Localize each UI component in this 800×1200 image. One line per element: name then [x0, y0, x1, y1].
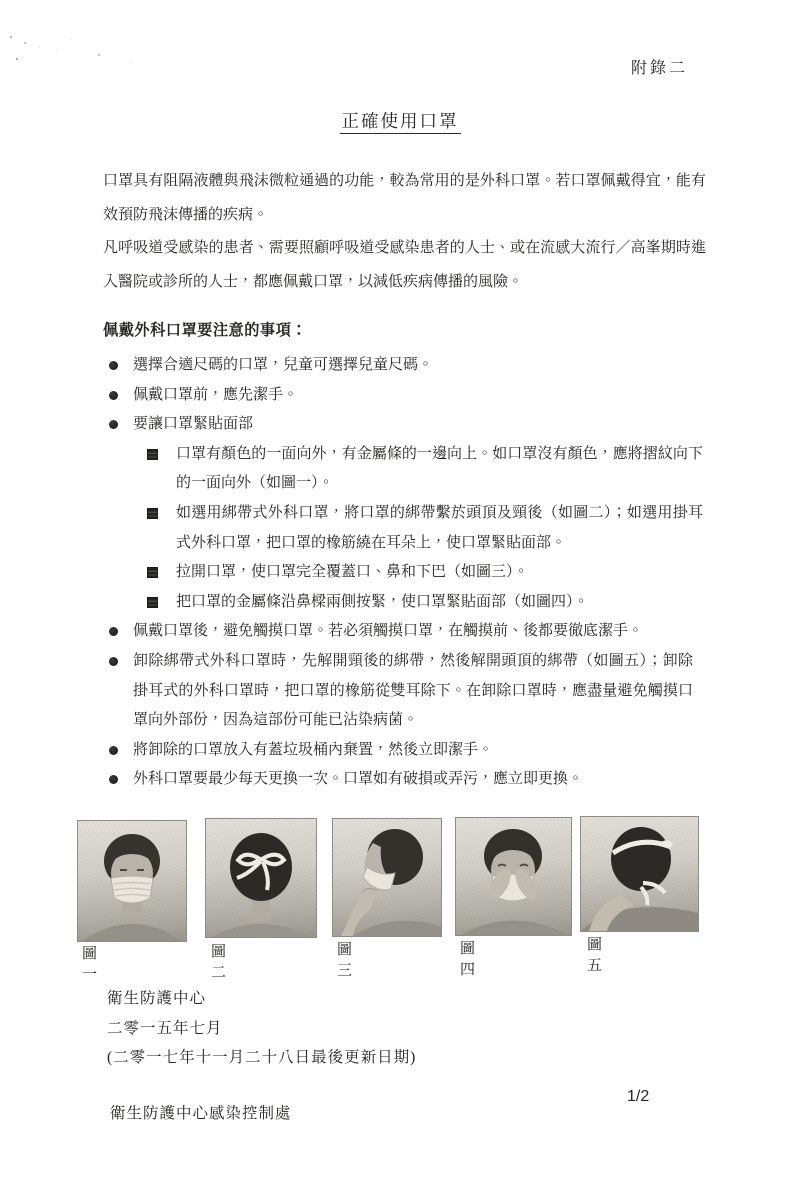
footer-block	[107, 984, 416, 1073]
figure-5-caption: 圖五	[587, 937, 604, 974]
list-item-text: 外科口罩要最少每天更換一次。口罩如有破損或弄污，應立即更換。	[133, 771, 584, 788]
instructions-list	[100, 351, 720, 795]
intro-paragraphs	[103, 165, 706, 299]
bullet-icon	[109, 627, 118, 636]
front-view-mask-illustration	[78, 821, 186, 941]
list-item	[100, 765, 693, 795]
list-item	[100, 410, 693, 440]
back-view-ties-illustration	[206, 819, 316, 937]
list-item-text: 將卸除的口罩放入有蓋垃圾桶內棄置，然後立即潔手。	[133, 741, 494, 758]
sub-list-item	[100, 499, 703, 558]
bullet-icon	[109, 391, 118, 400]
list-item	[100, 617, 693, 647]
figure-1-photo	[77, 820, 187, 942]
list-item-text: 佩戴口罩後，避免觸摸口罩。若必須觸摸口罩，在觸摸前、後都要徹底潔手。	[133, 623, 644, 640]
square-bullet-icon	[148, 509, 157, 518]
list-item-text: 要讓口罩緊貼面部	[133, 416, 254, 433]
footer-date: 二零一五年七月	[107, 1019, 223, 1037]
sub-list-item-text: 把口罩的金屬條沿鼻樑兩側按緊，使口罩緊貼面部（如圖四）。	[176, 593, 589, 610]
list-item	[100, 381, 693, 411]
figure-4-photo	[455, 817, 572, 936]
square-bullet-icon	[148, 450, 157, 459]
figure-1-caption: 圖一	[82, 946, 99, 983]
sub-list-item	[100, 440, 703, 499]
back-view-untie-straps-illustration	[581, 817, 698, 931]
side-view-pull-mask-illustration	[333, 819, 441, 936]
bullet-icon	[109, 420, 118, 429]
intro-paragraph: 凡呼吸道受感染的患者、需要照顧呼吸道受感染患者的人士、或在流感大流行／高峯期時進入醫院或診所的人士，都應佩戴口罩，以減低疾病傳播的風險。	[103, 240, 706, 290]
scan-artifact	[10, 36, 12, 38]
list-item	[100, 736, 693, 766]
list-item-text: 卸除綁帶式外科口罩時，先解開頸後的綁帶，然後解開頭頂的綁帶（如圖五）；卸除掛耳式的外科口罩時，把口罩的橡筋從雙耳除下。在卸除口罩時，應盡量避免觸摸口罩向外部份，因為這部份可能已沾染病菌。	[133, 652, 693, 729]
bullet-icon	[109, 361, 118, 370]
figure-2-photo	[205, 818, 317, 938]
bullet-icon	[109, 657, 118, 666]
list-item	[100, 647, 693, 736]
page-title: 正確使用口罩	[0, 108, 800, 133]
sub-list-item-text: 拉開口罩，使口罩完全覆蓋口、鼻和下巴（如圖三）。	[176, 564, 529, 581]
appendix-label: 附錄二	[631, 60, 689, 77]
bullet-icon	[109, 775, 118, 784]
figure-3-caption: 圖三	[337, 942, 354, 979]
front-view-press-nose-illustration	[456, 818, 571, 935]
figure-4-caption: 圖四	[460, 941, 477, 978]
list-item-text: 佩戴口罩前，應先潔手。	[133, 386, 299, 403]
sub-list-item-text: 口罩有顏色的一面向外，有金屬條的一邊向上。如口罩沒有顏色，應將摺紋向下的一面向外（如圖一）。	[176, 445, 703, 492]
list-item	[100, 351, 693, 381]
footer-department: 衛生防護中心感染控制處	[110, 1105, 292, 1122]
footer-last-updated: (二零一七年十一月二十八日最後更新日期)	[107, 1049, 417, 1066]
list-item-text: 選擇合適尺碼的口罩，兒童可選擇兒童尺碼。	[133, 357, 434, 373]
page-number: 1/2	[627, 1088, 650, 1105]
figure-3-photo	[332, 818, 442, 937]
sub-list-item	[100, 558, 703, 588]
figure-2-caption: 圖二	[211, 944, 228, 981]
square-bullet-icon	[148, 598, 157, 607]
bullet-icon	[109, 746, 118, 755]
figure-5-photo	[580, 816, 699, 932]
square-bullet-icon	[148, 568, 157, 577]
footer-organisation: 衛生防護中心	[107, 990, 207, 1007]
intro-paragraph: 口罩具有阻隔液體與飛沫微粒通過的功能，較為常用的是外科口罩。若口罩佩戴得宜，能有效預防飛沫傳播的疾病。	[103, 173, 706, 223]
section-heading: 佩戴外科口罩要注意的事項：	[103, 322, 307, 339]
sub-list-item-text: 如選用綁帶式外科口罩，將口罩的綁帶繫於頭頂及頸後（如圖二）；如選用掛耳式外科口罩，把口罩的橡筋繞在耳朵上，使口罩緊貼面部。	[176, 504, 703, 551]
sub-list-item	[100, 588, 703, 618]
